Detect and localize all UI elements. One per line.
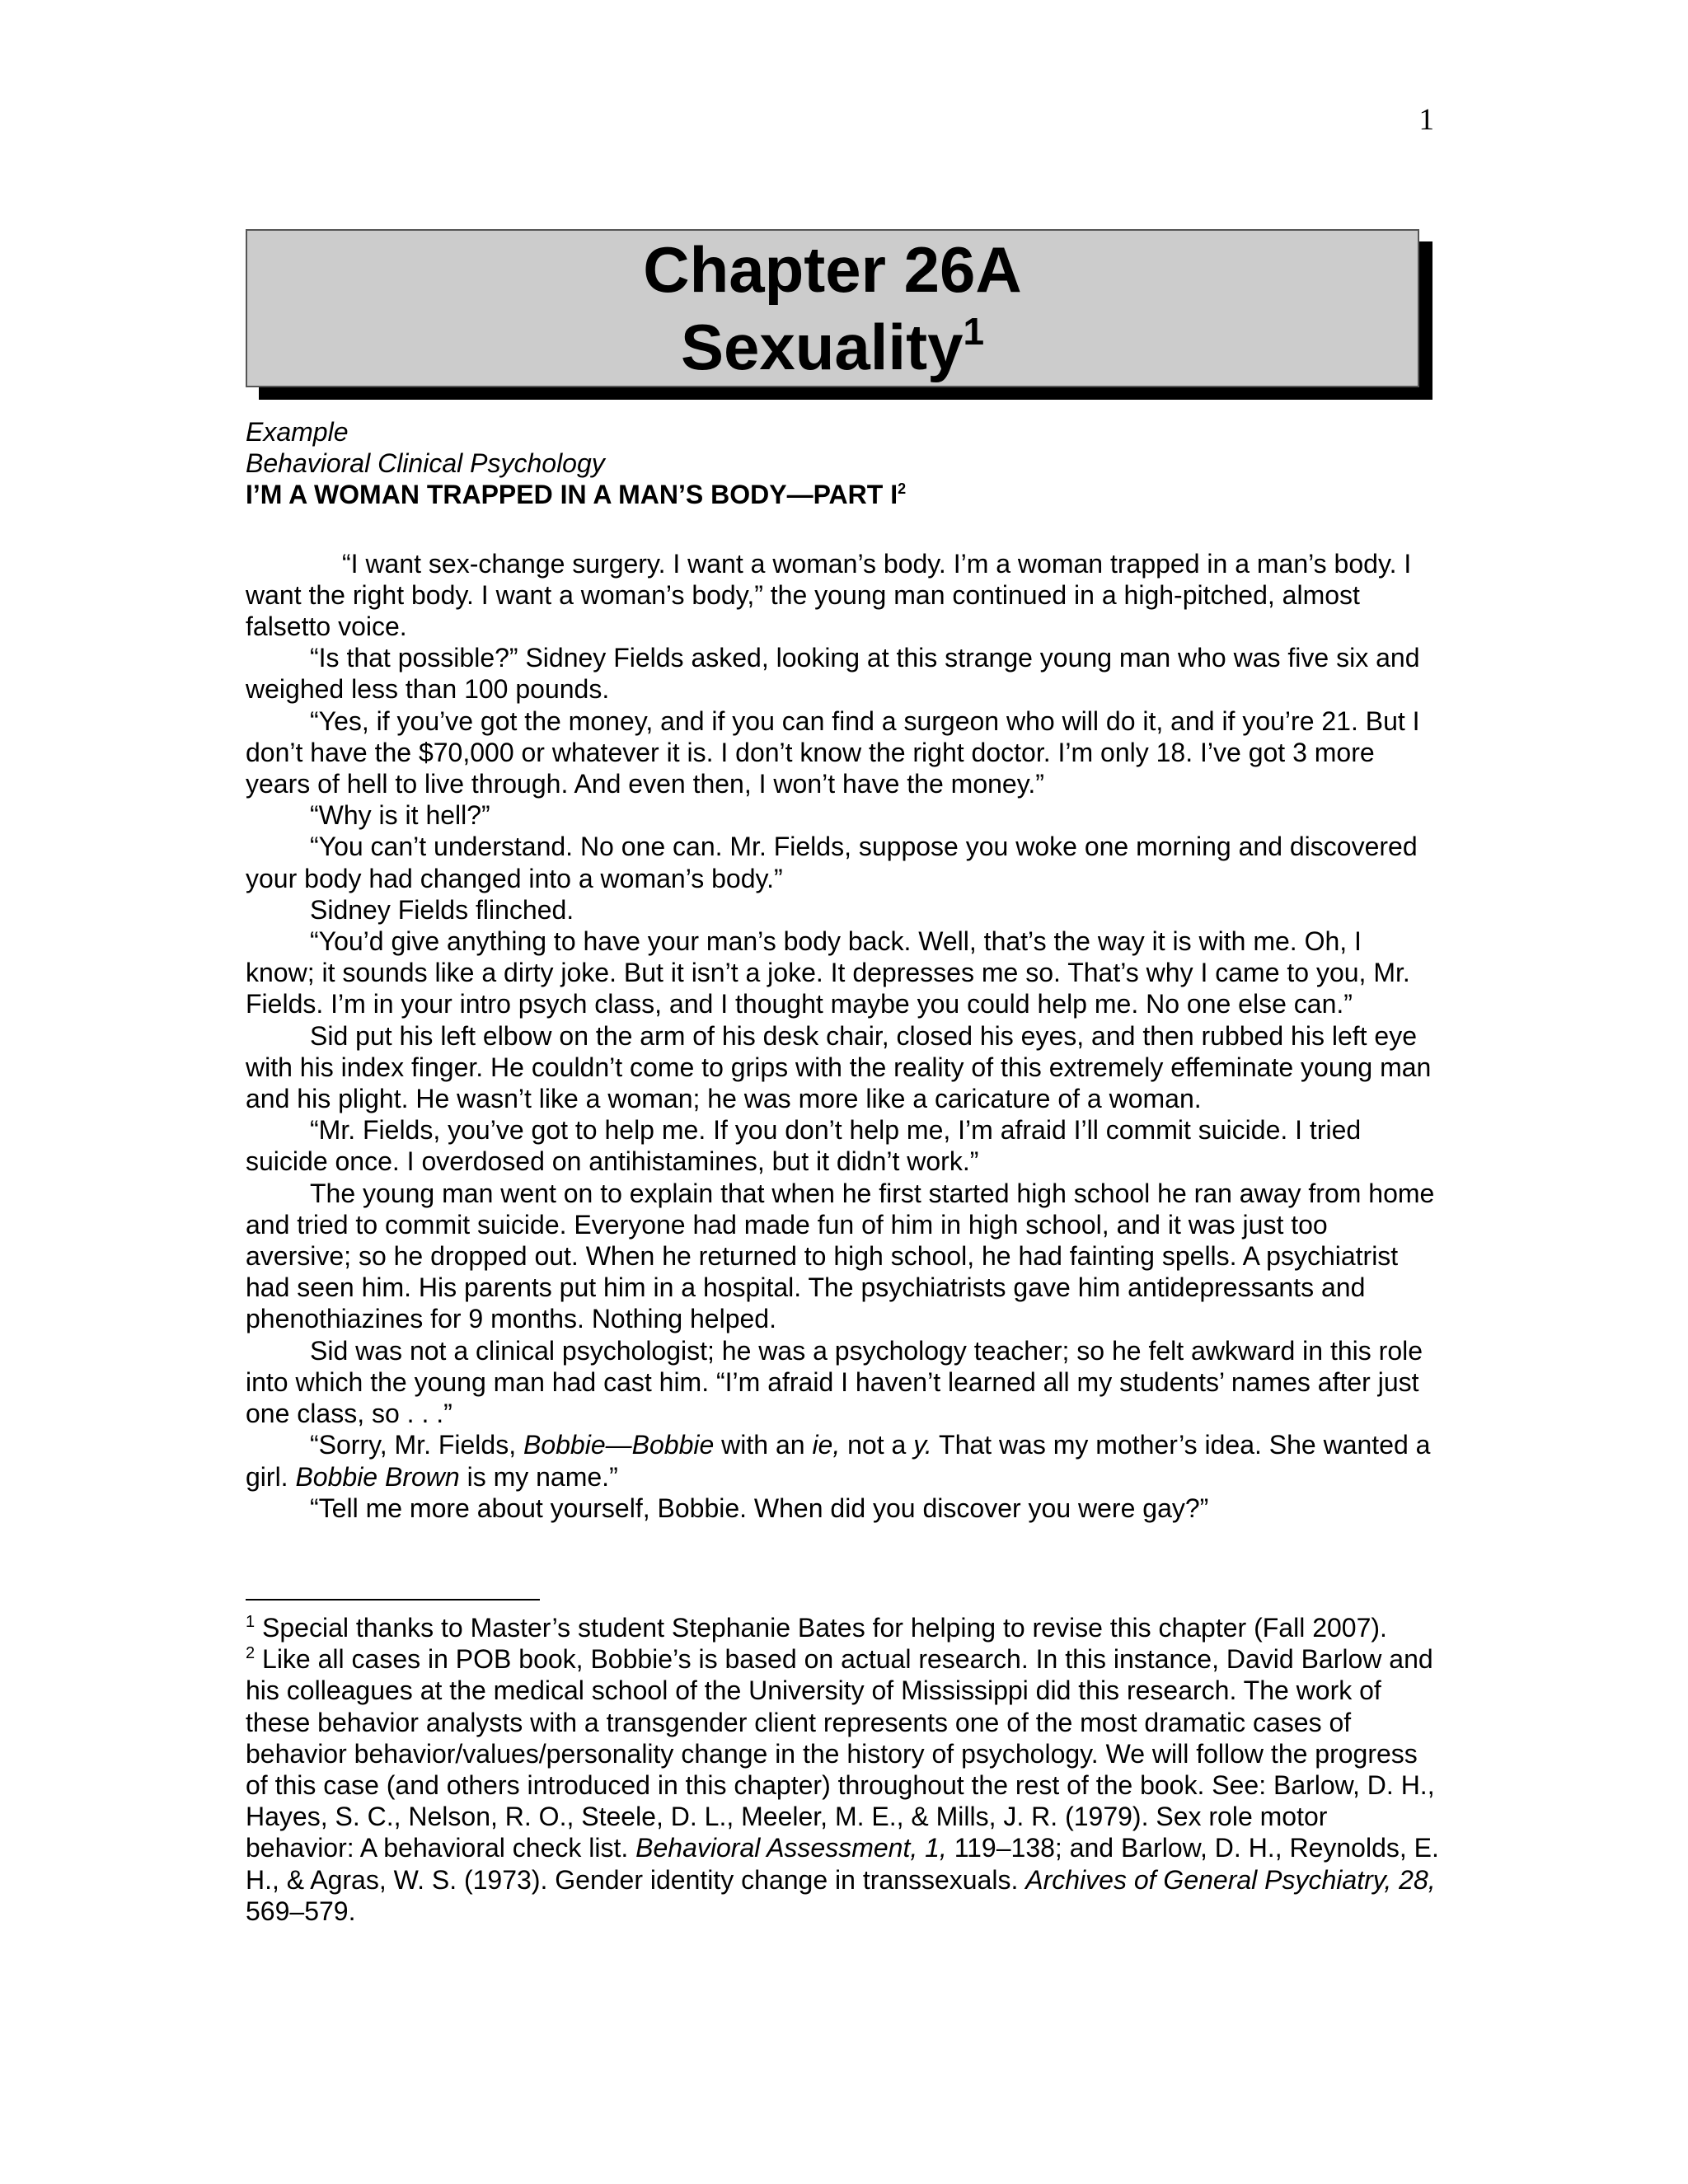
- footnote-marker: 2: [246, 1644, 256, 1663]
- paragraph: Sid put his left elbow on the arm of his desk chair, closed his eyes, and then rubbed his left eye with his index finger. He couldn’t come to grips with the reality of this extremely effeminate young man and his plight. He wasn’t like a woman; he was more like a caricature of a woman.: [246, 1020, 1432, 1114]
- main-content: [246, 416, 1437, 1524]
- text-run: “Sorry, Mr. Fields,: [310, 1430, 523, 1460]
- italic-run: Bobbie—Bobbie: [523, 1430, 715, 1460]
- chapter-title: [681, 308, 984, 386]
- paragraph: “I want sex-change surgery. I want a woman’s body. I’m a woman trapped in a man’s body. I want the right body. I want a woman’s body,” the young man continued in a high-pitched, almost falsetto voice.: [246, 548, 1412, 642]
- section-heading-text: I’M A WOMAN TRAPPED IN A MAN’S BODY—PART I: [246, 480, 898, 510]
- paragraph: “Tell me more about yourself, Bobbie. When did you discover you were gay?”: [310, 1493, 1209, 1523]
- footnotes: [246, 1612, 1441, 1927]
- section-label: Example: [246, 417, 349, 447]
- footnote-text: 569–579.: [246, 1896, 356, 1926]
- paragraph: Sid was not a clinical psychologist; he was a psychology teacher; so he felt awkward in this role into which the young man had cast him. “I’m afraid I haven’t learned all my students’ names after just one class, so . . .”: [246, 1335, 1423, 1429]
- footnote-text: Special thanks to Master’s student Stephanie Bates for helping to revise this chapter (Fall 2007).: [255, 1613, 1387, 1643]
- footnote-separator: [246, 1599, 540, 1601]
- story-body: [246, 548, 1437, 1524]
- paragraph: [246, 1429, 1437, 1492]
- paragraph: “Why is it hell?”: [310, 800, 490, 831]
- journal-title: Archives of General Psychiatry, 28,: [1025, 1864, 1436, 1895]
- paragraph: Sidney Fields flinched.: [310, 894, 574, 925]
- footnote-marker: 1: [246, 1613, 256, 1631]
- italic-run: y.: [913, 1430, 932, 1460]
- footnote-ref-1[interactable]: 1: [963, 310, 985, 353]
- chapter-number: Chapter 26A: [643, 233, 1022, 306]
- text-run: is my name.”: [459, 1461, 618, 1492]
- text-run: That was my mother’s idea. She wanted a girl.: [246, 1430, 1431, 1492]
- journal-title: Behavioral Assessment, 1,: [635, 1833, 947, 1863]
- italic-run: ie,: [812, 1430, 841, 1460]
- footnote-2: [246, 1643, 1441, 1927]
- text-run: with an: [714, 1430, 813, 1460]
- footnote-ref-2[interactable]: 2: [898, 480, 907, 498]
- footnote-1: [246, 1612, 1441, 1643]
- text-run: not a: [840, 1430, 914, 1460]
- chapter-title-text: Sexuality: [680, 311, 964, 383]
- section-subject: Behavioral Clinical Psychology: [246, 448, 605, 479]
- section-heading: [246, 479, 1437, 510]
- paragraph: “You’d give anything to have your man’s body back. Well, that’s the way it is with me. Oh, I know; it sounds like a dirty joke. But it isn’t a joke. It depresses me so. That’s why I came to you, Mr. Fields. I’m in your intro psych class, and I thought maybe you could help me. No one else can.”: [246, 926, 1410, 1019]
- italic-run: Bobbie Brown: [295, 1461, 460, 1492]
- footnote-text: 119–138; and Barlow, D. H., Reynolds, E. H., & Agras, W. S. (1973). Gender identity change in transsexuals.: [246, 1833, 1439, 1895]
- paragraph: “Is that possible?” Sidney Fields asked, looking at this strange young man who was five six and weighed less than 100 pounds.: [246, 643, 1420, 705]
- footnote-text: Like all cases in POB book, Bobbie’s is based on actual research. In this instance, David Barlow and his colleagues at the medical school of the University of Mississippi did this research. The work of these behavior analysts with a transgender client represents one of the most dramatic cases of behavior behavior/values/personality change in the history of psychology. We will follow the progress of this case (and others introduced in this chapter) throughout the rest of the book. See: Barlow, D. H., Hayes, S. C., Nelson, R. O., Steele, D. L., Meeler, M. E., & Mills, J. R. (1979). Sex role motor behavior: A behavioral check list.: [246, 1644, 1435, 1863]
- paragraph: “Yes, if you’ve got the money, and if you can find a surgeon who will do it, and if you’re 21. But I don’t have the $70,000 or whatever it is. I don’t know the right doctor. I’m only 18. I’ve got 3 more years of hell to live through. And even then, I won’t have the money.”: [246, 705, 1420, 799]
- paragraph: The young man went on to explain that when he first started high school he ran away from home and tried to commit suicide. Everyone had made fun of him in high school, and it was just too aversive; so he dropped out. When he returned to high school, he had fainting spells. A psychiatrist had seen him. His parents put him in a hospital. The psychiatrists gave him antidepressants and phenothiazines for 9 months. Nothing helped.: [246, 1178, 1435, 1334]
- paragraph: “You can’t understand. No one can. Mr. Fields, suppose you woke one morning and discovered your body had changed into a woman’s body.”: [246, 832, 1418, 893]
- chapter-title-box: [246, 229, 1419, 387]
- paragraph: “Mr. Fields, you’ve got to help me. If you don’t help me, I’m afraid I’ll commit suicide. I tried suicide once. I overdosed on antihistamines, but it didn’t work.”: [246, 1115, 1362, 1177]
- page-number: 1: [1418, 103, 1434, 137]
